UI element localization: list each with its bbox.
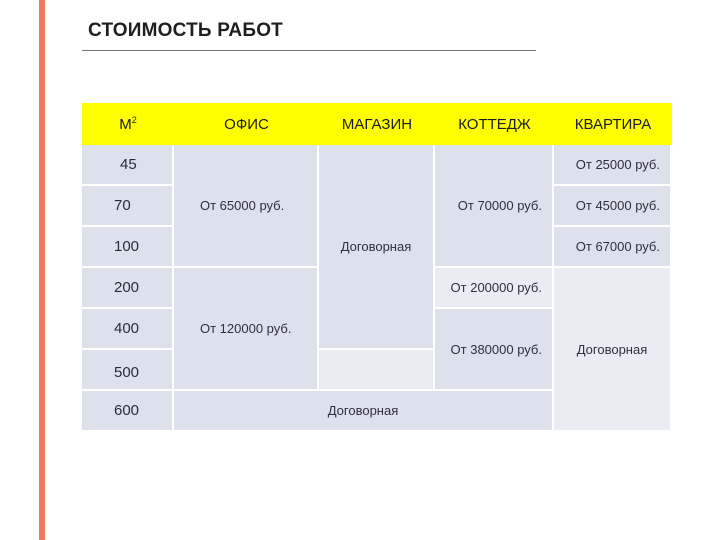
- area-cell: 600: [82, 391, 174, 432]
- title-underline: [82, 50, 536, 51]
- area-cell: 400: [82, 309, 174, 350]
- table-header-row: [82, 103, 672, 145]
- shop-cell: Договорная: [319, 145, 435, 350]
- cottage-small-cell: От 70000 руб.: [435, 145, 554, 268]
- apartment-large-cell: Договорная: [554, 268, 672, 432]
- office-large-cell: От 120000 руб.: [174, 268, 319, 391]
- page-title: СТОИМОСТЬ РАБОТ: [88, 20, 283, 41]
- header-area: $М^2$: [82, 103, 174, 145]
- area-cell: 45: [82, 145, 174, 186]
- area-cell: 70: [82, 186, 174, 227]
- price-table: [82, 103, 672, 432]
- office-small-cell: От 65000 руб.: [174, 145, 319, 268]
- area-cell: 100: [82, 227, 174, 268]
- area-cell: 500: [82, 350, 174, 391]
- cottage-200-cell: От 200000 руб.: [435, 268, 554, 309]
- header-office: ОФИС: [174, 103, 319, 145]
- apartment-70-cell: От 45000 руб.: [554, 186, 672, 227]
- cottage-400-cell: От 380000 руб.: [435, 309, 554, 391]
- apartment-100-cell: От 67000 руб.: [554, 227, 672, 268]
- bottom-merged-cell: Договорная: [174, 391, 554, 432]
- shop-gap-cell: [319, 350, 435, 391]
- area-cell: 200: [82, 268, 174, 309]
- header-apartment: КВАРТИРА: [554, 103, 672, 145]
- header-shop: МАГАЗИН: [319, 103, 435, 145]
- header-cottage: КОТТЕДЖ: [435, 103, 554, 145]
- apartment-45-cell: От 25000 руб.: [554, 145, 672, 186]
- accent-bar: [39, 0, 45, 540]
- table-row: [82, 145, 672, 186]
